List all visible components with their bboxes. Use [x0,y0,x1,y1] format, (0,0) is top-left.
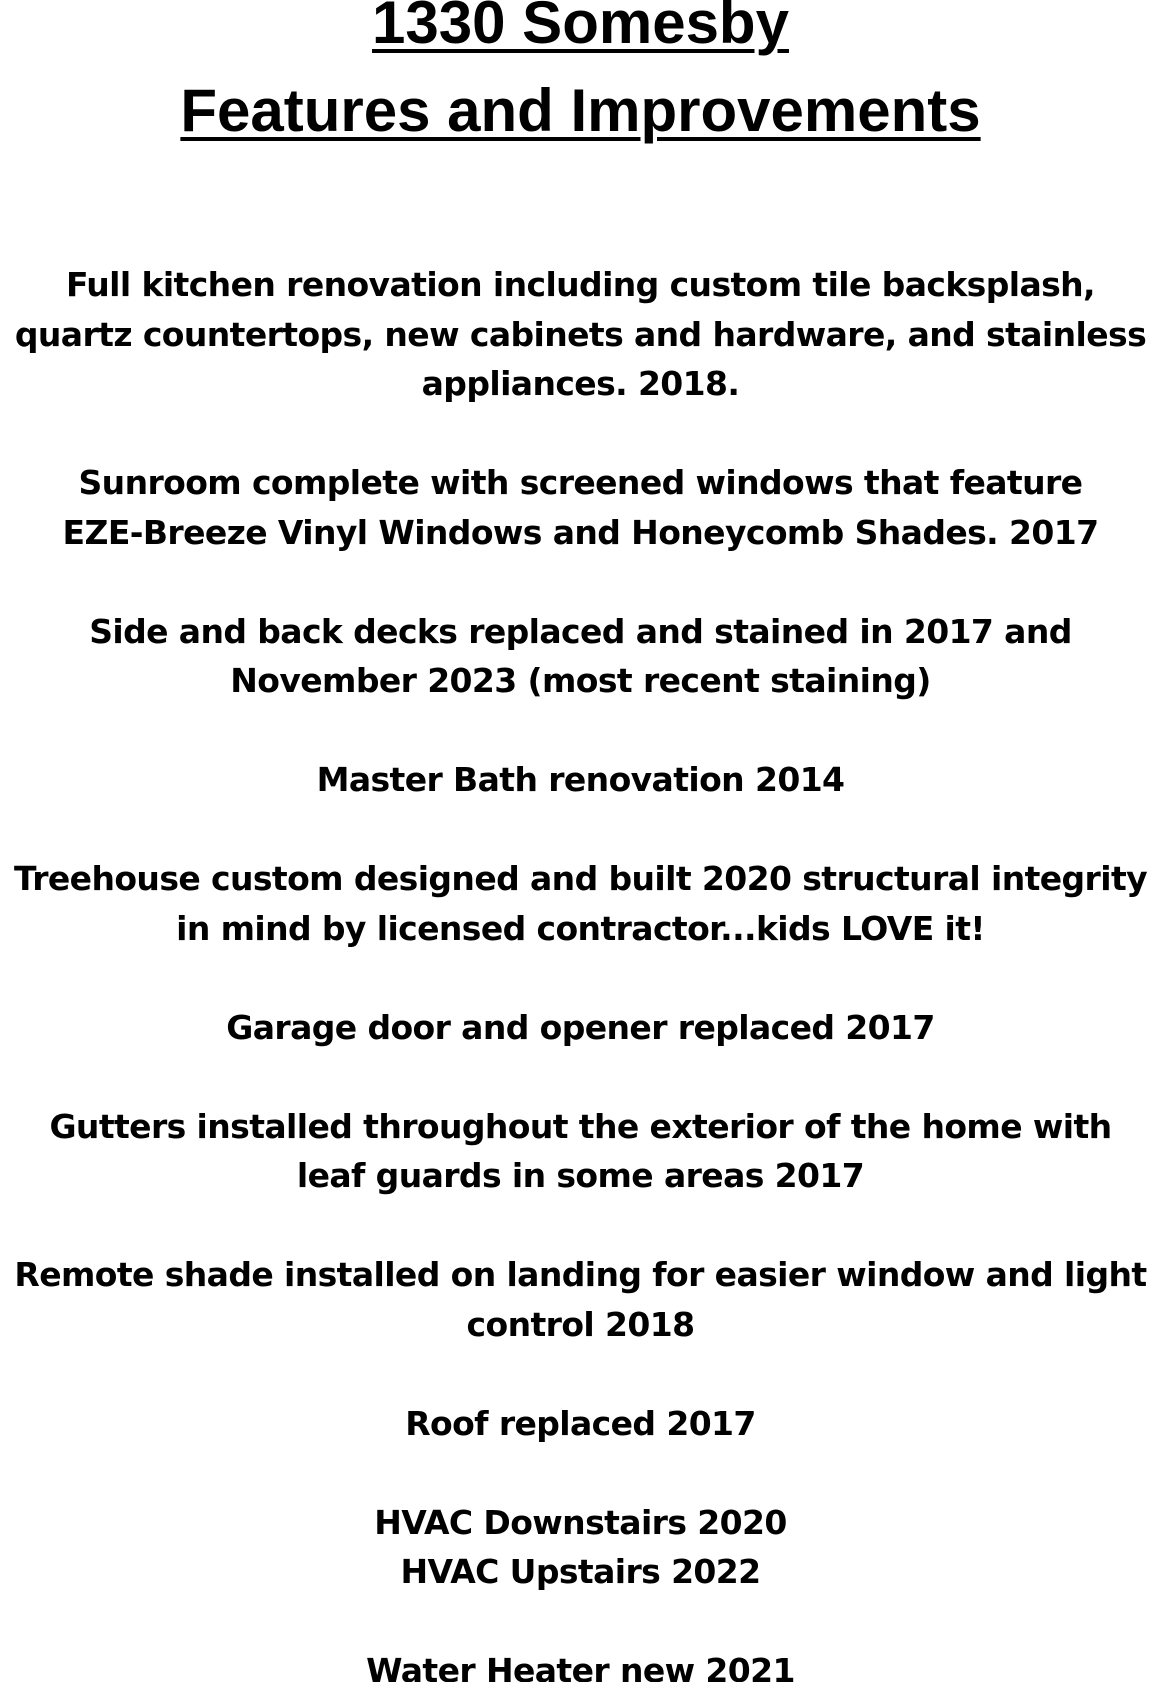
improvement-line: HVAC Downstairs 2020 [374,1502,787,1542]
improvement-line: Master Bath renovation 2014 [316,760,845,799]
title-line-address [0,0,1161,64]
improvement-line: Remote shade installed on landing for easier window and light [14,1255,1147,1294]
improvement-item [0,755,1161,805]
improvements-list [0,260,1161,1682]
title-line-subtitle [0,70,1161,152]
improvement-line: November 2023 (most recent staining) [230,661,931,700]
improvement-line: Full kitchen renovation including custom tile backsplash, [65,265,1095,304]
improvement-line: control 2018 [466,1304,695,1344]
improvement-line: HVAC Upstairs 2022 [400,1552,761,1591]
improvement-line: Roof replaced 2017 [405,1403,756,1443]
improvement-line: Side and back decks replaced and stained in 2017 and [89,611,1072,651]
improvement-line: quartz countertops, new cabinets and hardware, and stainless [14,314,1147,354]
improvement-line: EZE-Breeze Vinyl Windows and Honeycomb Shades. 2017 [62,512,1099,552]
title-address-text: 1330 Somesby [372,0,789,56]
improvement-line: Water Heater new 2021 [366,1651,795,1682]
improvement-line: Sunroom complete with screened windows that feature [78,463,1083,502]
title-subtitle-text: Features and Improvements [180,77,981,144]
improvement-item [0,1498,1161,1597]
improvement-item [0,1250,1161,1349]
improvement-line: Garage door and opener replaced 2017 [226,1007,935,1047]
improvement-item [0,1646,1161,1682]
improvement-line: Gutters installed throughout the exterior of the home with [49,1106,1112,1146]
improvement-line: leaf guards in some areas 2017 [296,1156,865,1195]
improvement-item [0,458,1161,557]
improvement-line: in mind by licensed contractor...kids LOVE it! [176,908,985,948]
improvement-item [0,854,1161,953]
improvement-item [0,607,1161,706]
improvement-item [0,1003,1161,1053]
improvement-item [0,1399,1161,1449]
improvement-item [0,1102,1161,1201]
improvement-item [0,260,1161,409]
improvement-line: appliances. 2018. [421,364,740,403]
improvement-line: Treehouse custom designed and built 2020 structural integrity [13,859,1148,898]
